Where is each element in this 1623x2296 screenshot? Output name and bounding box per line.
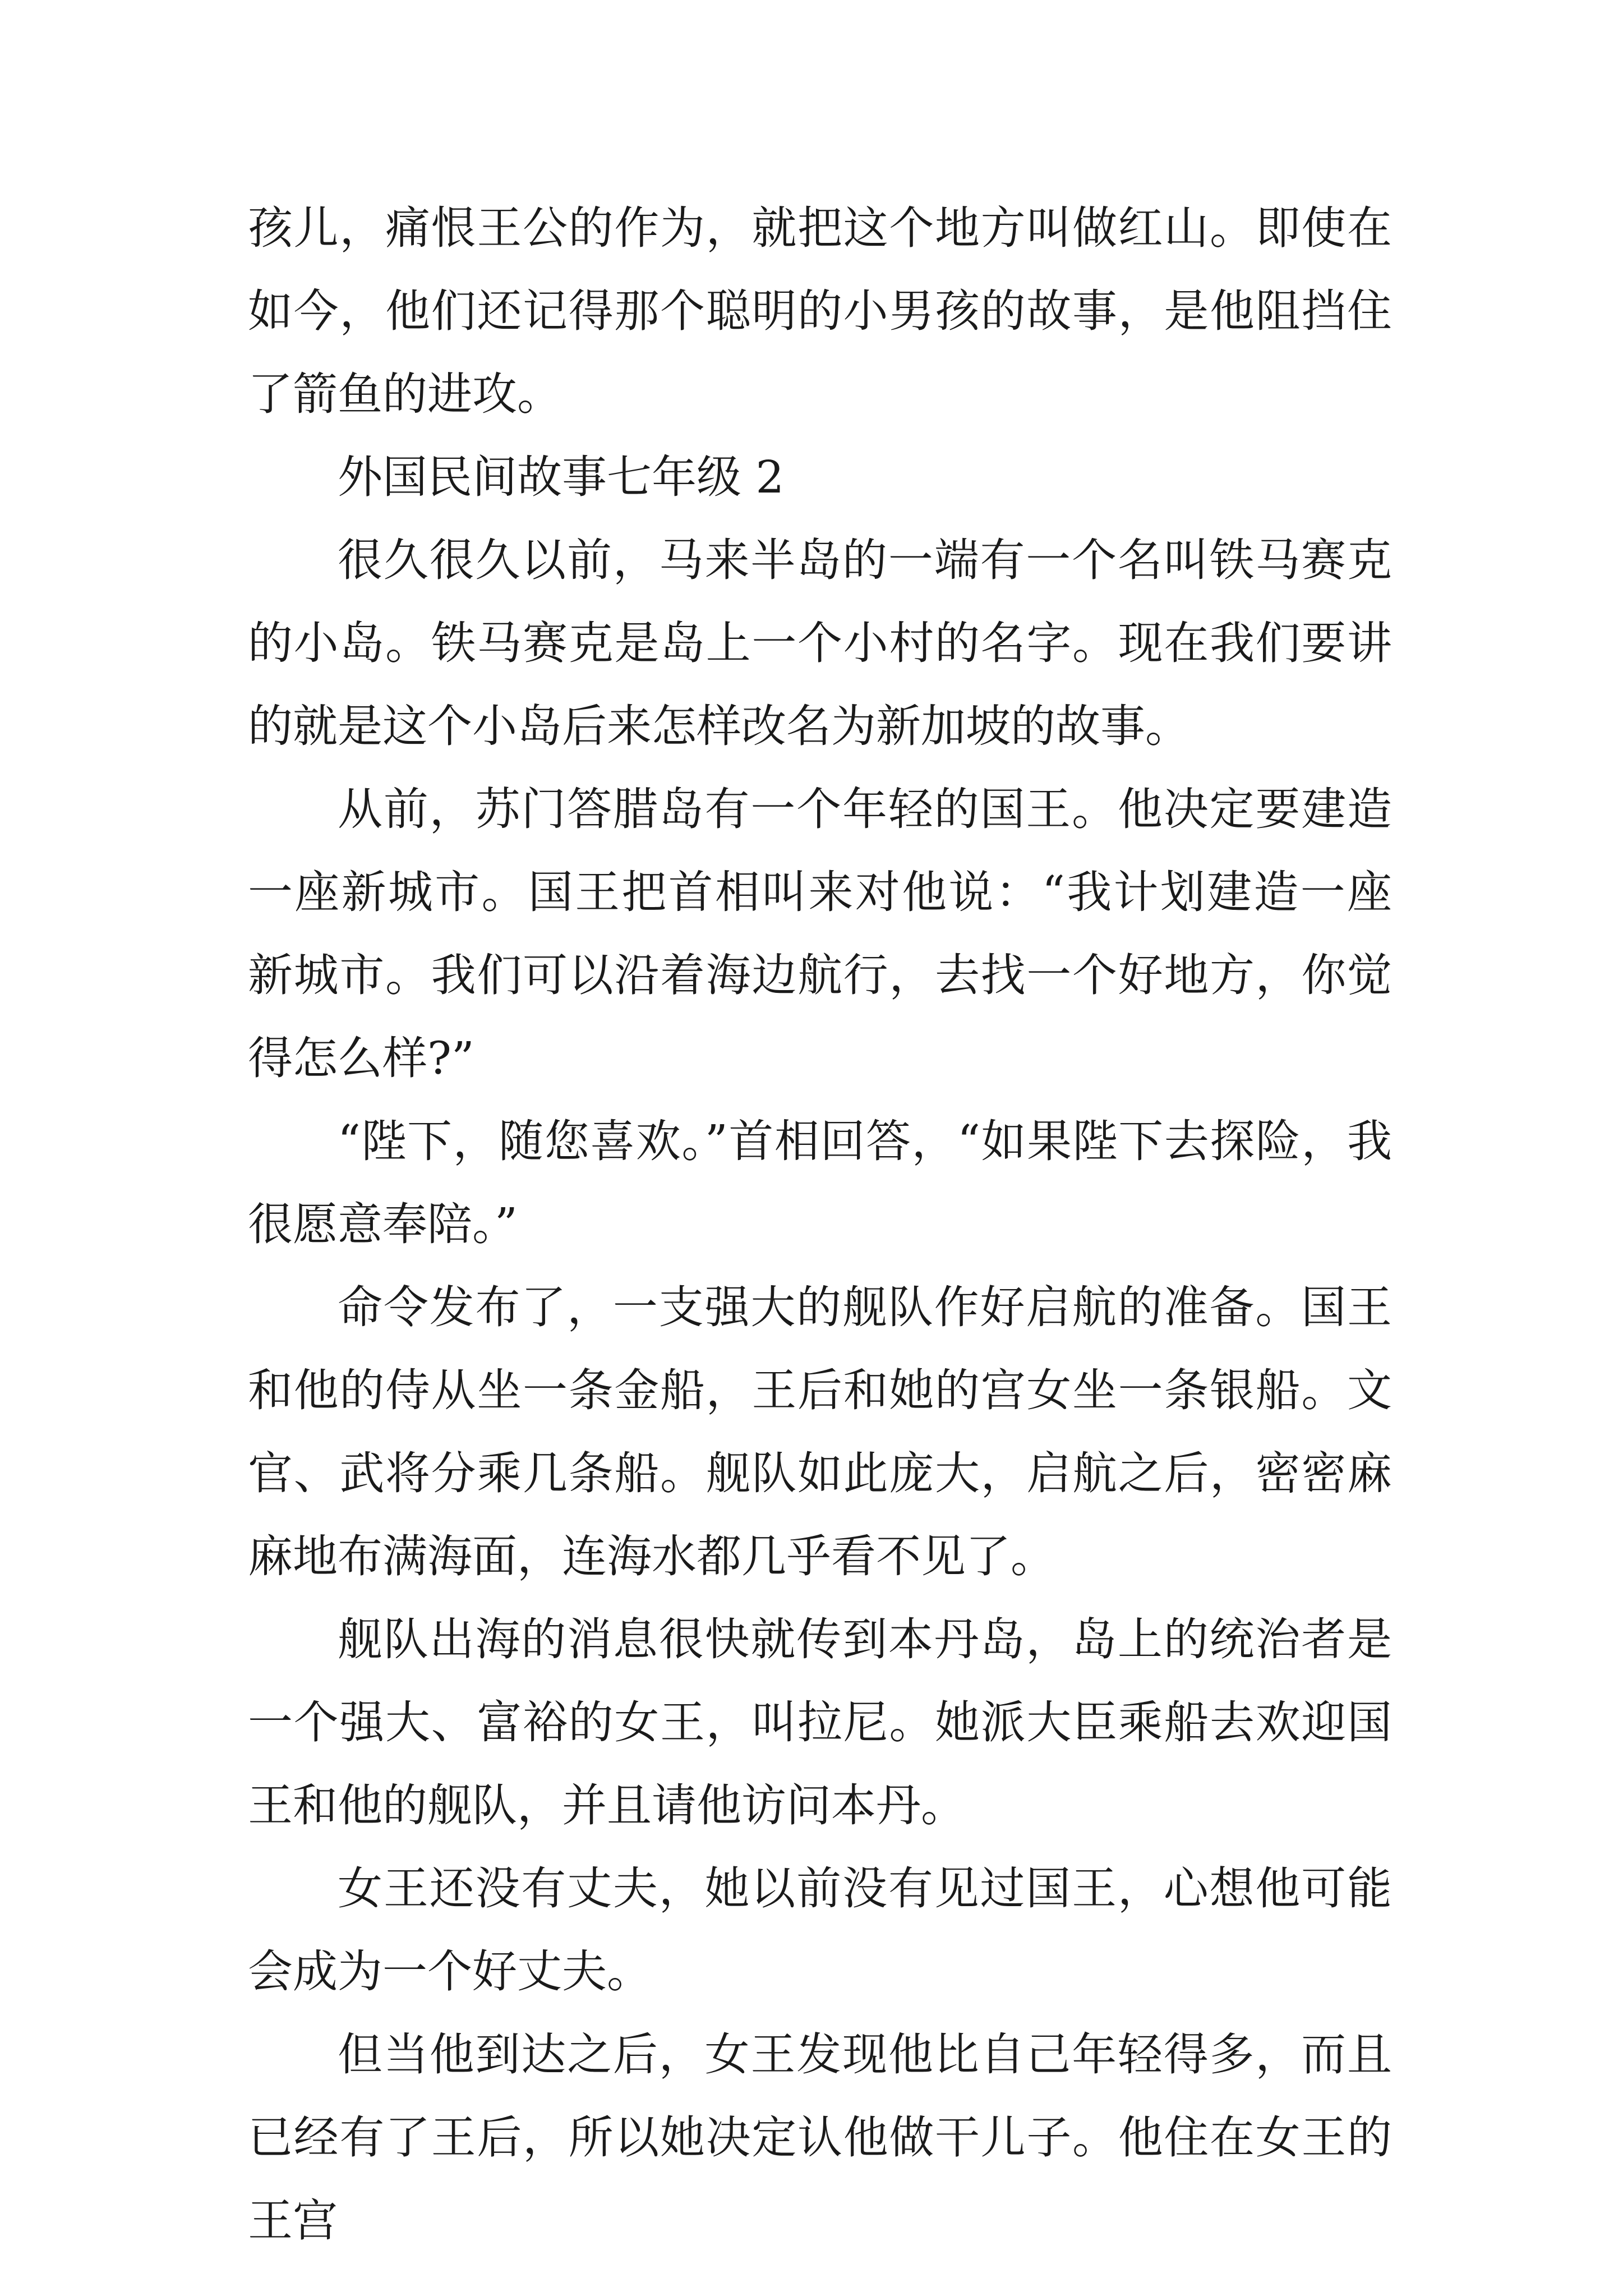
paragraph: 女王还没有丈夫，她以前没有见过国王，心想他可能会成为一个好丈夫。: [248, 1862, 1392, 1998]
document-body: [248, 187, 1392, 2262]
paragraph: 舰队出海的消息很快就传到本丹岛，岛上的统治者是一个强大、富裕的女王，叫拉尼。她派大臣乘船去欢迎国王和他的舰队，并且请他访问本丹。: [248, 1613, 1392, 1832]
paragraph: 从前，苏门答腊岛有一个年轻的国王。他决定要建造一座新城市。国王把首相叫来对他说：“我计划建造一座新城市。我们可以沿着海边航行，去找一个好地方，你觉得怎么样?”: [248, 783, 1392, 1084]
paragraph: 但当他到达之后，女王发现他比自己年轻得多，而且已经有了王后，所以她决定认他做干儿子。他住在女王的王宫: [248, 2028, 1392, 2247]
paragraph: 很久很久以前，马来半岛的一端有一个名叫铁马赛克的小岛。铁马赛克是岛上一个小村的名字。现在我们要讲的就是这个小岛后来怎样改名为新加坡的故事。: [248, 534, 1392, 752]
section-heading: 外国民间故事七年级 2: [338, 451, 785, 503]
paragraph-continued: 孩儿，痛恨王公的作为，就把这个地方叫做红山。即使在如今，他们还记得那个聪明的小男孩的故事，是他阻挡住了箭鱼的进攻。: [248, 202, 1392, 420]
paragraph: “陛下，随您喜欢。”首相回答，“如果陛下去探险，我很愿意奉陪。”: [248, 1115, 1392, 1250]
paragraph: 命令发布了，一支强大的舰队作好启航的准备。国王和他的侍从坐一条金船，王后和她的宫女坐一条银船。文官、武将分乘几条船。舰队如此庞大，启航之后，密密麻麻地布满海面，连海水都几乎看不见了。: [248, 1281, 1392, 1582]
